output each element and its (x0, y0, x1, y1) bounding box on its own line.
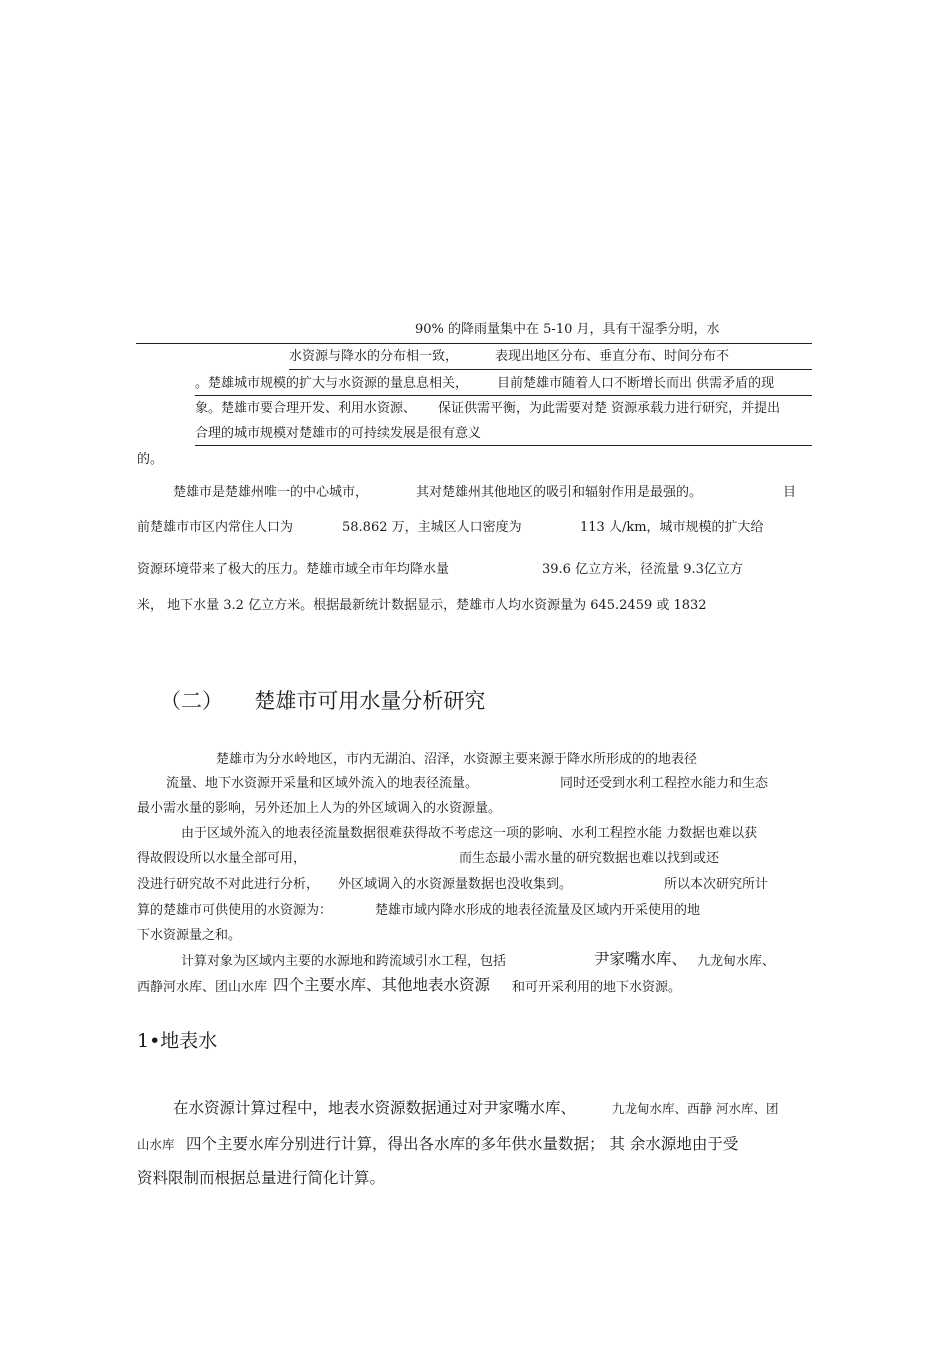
para2-line-9c: 九龙甸水库、 (697, 954, 776, 969)
para1-line-1c: 目 (783, 485, 797, 500)
para3-line-2a: 山水库 (137, 1137, 175, 1152)
para2-line-7a: 算的楚雄市可供使用的水资源为： (137, 903, 333, 918)
para3-line-1b: 九龙甸水库、西静 河水库、团 (612, 1101, 779, 1116)
block1-line-6: 的。 (137, 452, 164, 467)
para3-line-3: 资料限制而根据总量进行简化计算。 (137, 1169, 386, 1187)
para1-line-2b: 58.862 万，主城区人口密度为 (342, 520, 522, 535)
para2-line-10a: 西静河水库、团山水库 (137, 980, 268, 995)
section-2-heading (160, 688, 485, 714)
para2-line-6c: 所以本次研究所计 (664, 877, 769, 892)
para1-line-2a: 前楚雄市市区内常住人口为 (137, 520, 294, 535)
section-2-title: 楚雄市可用水量分析研究 (254, 689, 486, 713)
para1-line-2c: 113 人/km，城市规模的扩大给 (580, 520, 764, 535)
rule-2 (289, 369, 812, 370)
para2-line-9a: 计算对象为区域内主要的水源地和跨流域引水工程，包括 (181, 954, 507, 969)
block1-line-3a: 。楚雄城市规模的扩大与水资源的量息息相关， (195, 376, 469, 391)
para2-line-2a: 流量、地下水资源开采量和区域外流入的地表径流量。 (166, 776, 479, 791)
para2-line-5b: 而生态最小需水量的研究数据也难以找到或还 (459, 851, 720, 866)
para2-line-10c: 和可开采利用的地下水资源。 (512, 980, 682, 995)
para2-line-2b: 同时还受到水利工程控水能力和生态 (560, 776, 769, 791)
para2-line-9b: 尹家嘴水库、 (594, 950, 688, 968)
block1-line-4b: 保证供需平衡，为此需要对楚 资源承载力进行研究，并提出 (438, 401, 781, 416)
para3-line-1a: 在水资源计算过程中，地表水资源数据通过对尹家嘴水库、 (173, 1099, 577, 1117)
para1-line-1a: 楚雄市是楚雄州唯一的中心城市， (173, 485, 369, 500)
block1-line-3b: 目前楚雄市随着人口不断增长而出 供需矛盾的现 (497, 376, 775, 391)
para1-line-3b: 39.6 亿立方米，径流量 9.3亿立方 (542, 562, 743, 577)
rule-1 (136, 343, 812, 344)
para2-line-3: 最小需水量的影响，另外还加上人为的外区域调入的水资源量。 (137, 801, 502, 816)
para2-line-6b: 外区域调入的水资源量数据也没收集到。 (338, 877, 573, 892)
para2-line-8: 下水资源量之和。 (137, 928, 242, 943)
para1-line-3a: 资源环境带来了极大的压力。楚雄市域全市年均降水量 (137, 562, 450, 577)
rule-3 (195, 395, 812, 396)
block1-line-2b: 表现出地区分布、垂直分布、时间分布不 (495, 349, 730, 364)
para1-line-1b: 其对楚雄州其他地区的吸引和辐射作用是最强的。 (416, 485, 703, 500)
block1-line-2a: 水资源与降水的分布相一致， (289, 349, 459, 364)
para2-line-5a: 得故假设所以水量全部可用， (137, 851, 307, 866)
block1-line-1: 90% 的降雨量集中在 5-10 月，具有干湿季分明，水 (415, 322, 720, 337)
para1-line-4: 米， 地下水量 3.2 亿立方米。根据最新统计数据显示，楚雄市人均水资源量为 645.2459 或 1832 (137, 598, 707, 613)
section-3-heading: 1•地表水 (137, 1030, 218, 1052)
block1-line-5: 合理的城市规模对楚雄市的可持续发展是很有意义 (195, 426, 482, 441)
para2-line-7b: 楚雄市域内降水形成的地表径流量及区域内开采使用的地 (375, 903, 701, 918)
section-2-number: （二） (160, 689, 223, 713)
para2-line-4: 由于区域外流入的地表径流量数据很难获得故不考虑这一项的影响、水利工程控水能 力数据也难以获 (181, 826, 758, 841)
block1-line-4a: 象。楚雄市要合理开发、利用水资源、 (195, 401, 417, 416)
rule-4 (195, 445, 812, 446)
para2-line-10b: 四个主要水库、其他地表水资源 (273, 976, 491, 994)
para3-line-2b: 四个主要水库分别进行计算，得出各水库的多年供水量数据； 其 余水源地由于受 (186, 1135, 739, 1153)
para2-line-6a: 没进行研究故不对此进行分析， (137, 877, 320, 892)
para2-line-1: 楚雄市为分水岭地区，市内无湖泊、沼泽，水资源主要来源于降水所形成的的地表径 (216, 752, 698, 767)
